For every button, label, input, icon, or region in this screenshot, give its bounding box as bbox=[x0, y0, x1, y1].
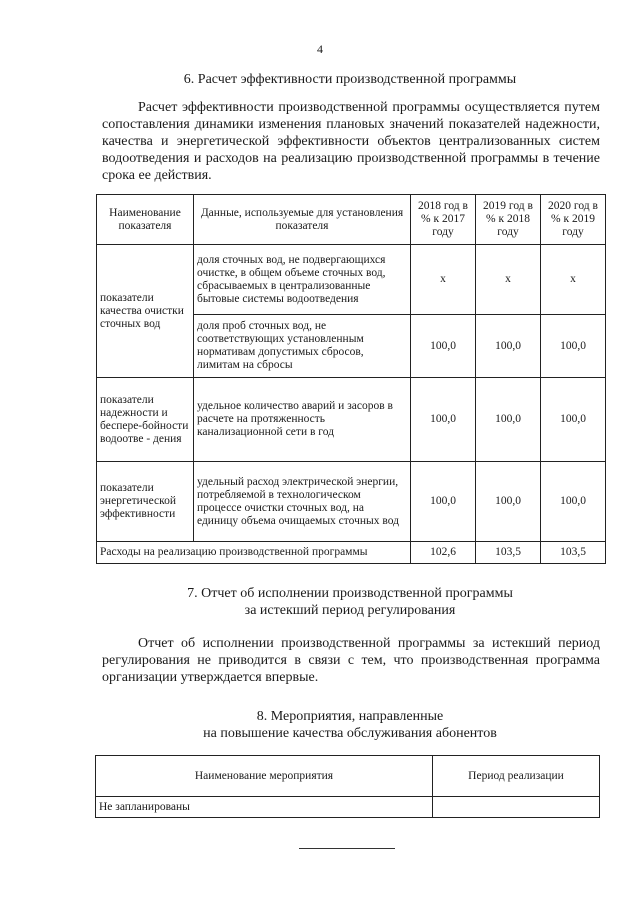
row-value-2018: 100,0 bbox=[411, 462, 476, 542]
table-header-row bbox=[97, 195, 606, 245]
period-cell bbox=[433, 797, 600, 818]
table-row bbox=[97, 245, 606, 315]
footer-rule bbox=[299, 848, 395, 849]
row-value-2018: х bbox=[411, 245, 476, 315]
row-data: доля проб сточных вод, не соответствующих установленным нормативам допустимых сбросов, лимитам на сбросы bbox=[194, 315, 411, 378]
row-value-2020: х bbox=[541, 245, 606, 315]
row-value-2019: 100,0 bbox=[476, 462, 541, 542]
table-row bbox=[97, 462, 606, 542]
table-row bbox=[96, 797, 600, 818]
row-value-2019: х bbox=[476, 245, 541, 315]
table-header-row bbox=[96, 756, 600, 797]
row-value-2020: 100,0 bbox=[541, 315, 606, 378]
efficiency-table bbox=[96, 194, 606, 564]
section-6-title: 6. Расчет эффективности производственной программы bbox=[183, 72, 517, 87]
row-value-2020: 100,0 bbox=[541, 462, 606, 542]
header-indicator: Наименование показателя bbox=[97, 195, 194, 245]
indicator-energy: показатели энергетической эффективности bbox=[97, 462, 194, 542]
row-value-2019: 100,0 bbox=[476, 315, 541, 378]
expenses-value-2020: 103,5 bbox=[541, 542, 606, 564]
expenses-value-2018: 102,6 bbox=[411, 542, 476, 564]
header-measure: Наименование мероприятия bbox=[96, 756, 433, 797]
row-value-2020: 100,0 bbox=[541, 378, 606, 462]
header-2018: 2018 год в % к 2017 году bbox=[411, 195, 476, 245]
indicator-quality: показатели качества очистки сточных вод bbox=[97, 245, 194, 378]
header-period: Период реализации bbox=[433, 756, 600, 797]
row-data: удельный расход электрической энергии, потребляемой в технологическом процессе очистки сточных вод, на единицу объема очищаемых сточных вод bbox=[194, 462, 411, 542]
section-7-title-line-1: 7. Отчет об исполнении производственной программы bbox=[187, 586, 513, 601]
expenses-row bbox=[97, 542, 606, 564]
section-7-paragraph bbox=[102, 635, 600, 686]
section-7-paragraph-text: Отчет об исполнении производственной программы за истекший период регулирования не приводится в связи с тем, что производственная программа организации утверждается впервые. bbox=[102, 636, 600, 685]
section-8-title-line-2: на повышение качества обслуживания абонентов bbox=[203, 726, 497, 741]
measures-table bbox=[95, 755, 600, 818]
header-data: Данные, используемые для установления показателя bbox=[194, 195, 411, 245]
table-row bbox=[97, 378, 606, 462]
row-value-2018: 100,0 bbox=[411, 378, 476, 462]
section-6-paragraph-text: Расчет эффективности производственной программы осуществляется путем сопоставления динамики изменения плановых значений показателей надежности, качества и энергетической эффективности объектов централизованных систем водоотведения и расходов на реализацию производственной программы в течение срока ее действия. bbox=[102, 100, 600, 183]
row-value-2018: 100,0 bbox=[411, 315, 476, 378]
section-6-paragraph bbox=[102, 99, 600, 184]
expenses-value-2019: 103,5 bbox=[476, 542, 541, 564]
row-data: доля сточных вод, не подвергающихся очистке, в общем объеме сточных вод, сбрасываемых в централизованные бытовые системы водоотведения bbox=[194, 245, 411, 315]
row-value-2019: 100,0 bbox=[476, 378, 541, 462]
row-data: удельное количество аварий и засоров в расчете на протяженность канализационной сети в год bbox=[194, 378, 411, 462]
page-number: 4 bbox=[317, 42, 323, 56]
measure-cell: Не запланированы bbox=[96, 797, 433, 818]
header-2019: 2019 год в % к 2018 году bbox=[476, 195, 541, 245]
header-2020: 2020 год в % к 2019 году bbox=[541, 195, 606, 245]
section-7-title-line-2: за истекший период регулирования bbox=[244, 603, 456, 618]
indicator-reliability: показатели надежности и беспере-бойности водоотве - дения bbox=[97, 378, 194, 462]
section-8-title-line-1: 8. Мероприятия, направленные bbox=[256, 709, 444, 724]
expenses-label: Расходы на реализацию производственной программы bbox=[97, 542, 411, 564]
